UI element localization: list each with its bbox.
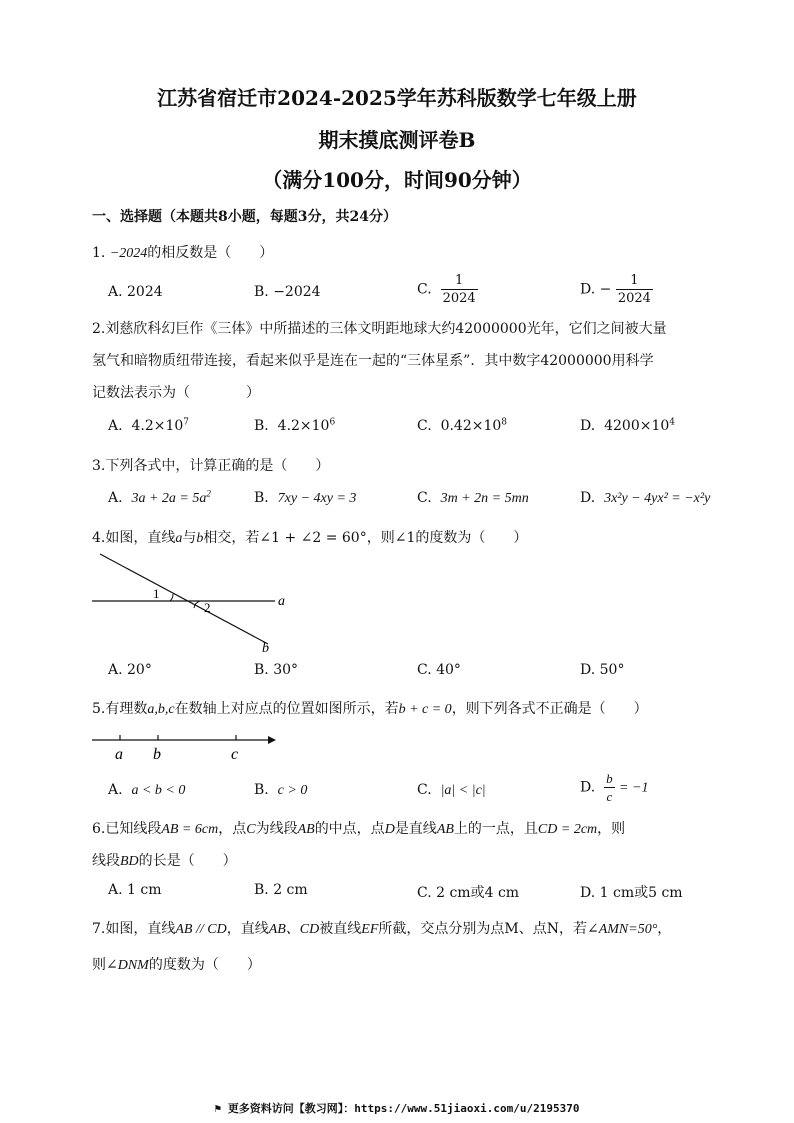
angle-1-arc (170, 594, 173, 601)
question-2-line1: 2.刘慈欣科幻巨作《三体》中所描述的三体文明距地球大约42000000光年，它们之间被大量 (92, 321, 667, 337)
angle-2-label: 2 (204, 600, 211, 615)
q3-option-a: A. $3a + 2a = 5a^2$ (108, 488, 211, 506)
q4-option-c: C. 40° (417, 662, 461, 678)
q2-option-c: C. $0.42\times 10^8$ (417, 417, 508, 434)
q1-option-c: C. $\frac{1}{2024}$ (417, 273, 476, 306)
question-3-stem: 3.下列各式中，计算正确的是（ ） (92, 458, 330, 474)
q6-option-c: C. 2 cm或4 cm (417, 885, 520, 901)
q1-option-b: B. −2024 (254, 284, 321, 300)
point-c-label: c (231, 746, 239, 763)
q2-option-b: B. $4.2\times 10^6$ (254, 417, 336, 434)
page-title-line2: 期末摸底测评卷B (318, 128, 476, 152)
q2-option-a: A. $4.2\times 10^7$ (108, 417, 190, 434)
footer-link[interactable]: ⚑ 更多资料访问【教习网】：https://www.51jiaoxi.com/u/2195370 (214, 1102, 580, 1115)
q4-option-b: B. 30° (254, 662, 299, 678)
q1-option-d: D. − $\frac{1}{2024}$ (580, 273, 651, 306)
point-b-label: b (153, 746, 161, 763)
q2-option-d: D. $4200\times 10^4$ (580, 417, 676, 434)
number-line-arrow (268, 736, 276, 744)
line-a-label: a (278, 594, 285, 609)
question-6-line1: 6.已知线段AB = 6cm，点C为线段AB的中点，点D是直线AB上的一点，且CD = 2cm，则 (92, 821, 626, 837)
question-2-line3: 记数法表示为（ ） (92, 385, 260, 401)
page-title-line1: 江苏省宿迁市2024-2025学年苏科版数学七年级上册 (157, 86, 637, 110)
line-b-label: b (262, 641, 269, 656)
q3-option-b: B. 7xy − 4xy = 3 (254, 490, 357, 506)
q4-figure (90, 548, 300, 658)
q6-option-b: B. 2 cm (254, 882, 308, 898)
q5-option-a: A. a < b < 0 (108, 782, 186, 798)
line-b (100, 554, 268, 644)
q5-number-line (90, 728, 290, 768)
q1-option-a: A. 2024 (108, 284, 163, 300)
question-4-stem: 4.如图，直线a与b相交，若∠1 + ∠2 = 60°，则∠1的度数为（ ） (92, 530, 528, 546)
question-7-line2: 则∠DNM的度数为（ ） (92, 957, 261, 973)
flag-icon: ⚑ (214, 1102, 222, 1115)
question-7-line1: 7.如图，直线AB // CD，直线AB、CD被直线EF所截，交点分别为点M、点N，若∠AMN=50°， (92, 921, 672, 937)
q3-option-d: D. 3x²y − 4yx² = −x²y (580, 490, 711, 506)
question-2-line2: 氢气和暗物质纽带连接，看起来似乎是连在一起的“三体星系”．其中数字42000000用科学 (92, 353, 654, 369)
q4-option-d: D. 50° (580, 662, 625, 678)
point-a-label: a (115, 746, 123, 763)
angle-1-label: 1 (153, 586, 160, 601)
q4-option-a: A. 20° (108, 662, 152, 678)
page-title-line3: （满分100分，时间90分钟） (262, 168, 532, 192)
q3-option-c: C. 3m + 2n = 5mn (417, 490, 529, 506)
question-5-stem: 5.有理数a,b,c在数轴上对应点的位置如图所示，若b + c = 0，则下列各式不正确是（ ） (92, 701, 648, 717)
q5-option-d: D. $\frac{b}{c}$ = −1 (580, 771, 649, 804)
q5-option-c: C. |a| < |c| (417, 782, 486, 798)
q5-option-b: B. c > 0 (254, 782, 308, 798)
q6-option-a: A. 1 cm (108, 882, 162, 898)
question-6-line2: 线段BD的长是（ ） (92, 853, 237, 869)
question-1-stem: 1. −2024的相反数是（ ） (92, 245, 274, 261)
q6-option-d: D. 1 cm或5 cm (580, 885, 683, 901)
section-heading: 一、选择题（本题共8小题，每题3分，共24分） (92, 209, 397, 225)
